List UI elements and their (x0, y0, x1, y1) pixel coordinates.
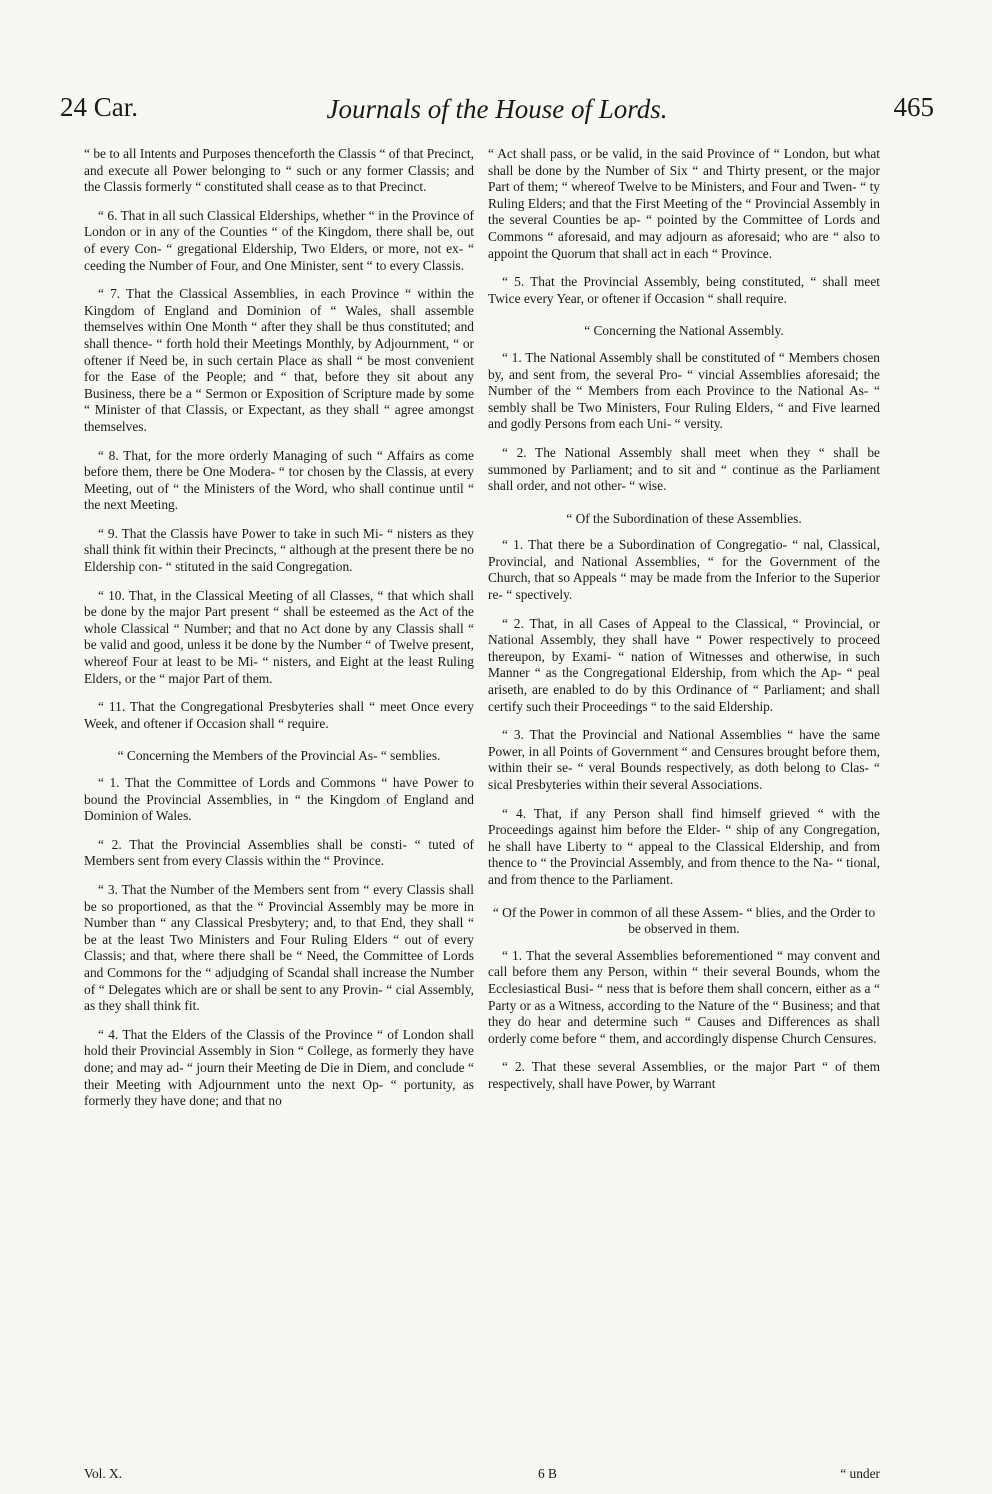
paragraph: “ 5. That the Provincial Assembly, being constituted, “ shall meet Twice every Year, or oftener if Occasion “ shall require. (488, 274, 880, 306)
paragraph: “ 11. That the Congregational Presbyteries shall “ meet Once every Week, and oftener if Occasion shall “ require. (84, 699, 474, 731)
paragraph: “ 2. The National Assembly shall meet when they “ shall be summoned by Parliament; and to sit and “ continue as the Parliament shall order, and not other- “ wise. (488, 444, 880, 494)
paragraph: “ 3. That the Number of the Members sent from “ every Classis shall be so proportioned, as that the “ Provincial Assembly may be more in Number than “ any Classical Presbytery; and, to that End, they shall “ be at the least Two Ministers and Four Ruling Elders “ out of every Classis; and that, where there shall be “ Need, the Committee of Lords and Commons for the “ adjudging of Scandal shall increase the Number of “ Delegates which are or shall be sent to any Provin- “ cial Assembly, as they shall think fit. (84, 881, 474, 1014)
paragraph: “ Act shall pass, or be valid, in the said Province of “ London, but what shall be done by the Number of Six “ and Thirty present, or the major Part of them; “ whereof Twelve to be Ministers, and Four and Twen- “ ty Ruling Elders; and that the First Meeting of the “ Provincial Assembly in the several Counties be ap- “ pointed by the Committee of Lords and Commons “ aforesaid, and may adjourn as aforesaid; who are “ also to appoint the Quorum that shall act in each “ Province. (488, 146, 880, 261)
running-head-title: Journals of the House of Lords. (326, 94, 668, 124)
volume-label: Vol. X. (84, 1466, 123, 1481)
paragraph: “ 2. That the Provincial Assemblies shall be consti- “ tuted of Members sent from every Classis within the “ Province. (84, 836, 474, 869)
paragraph: “ 8. That, for the more orderly Managing of such “ Affairs as come before them, there be One Modera- “ tor chosen by the Classis, at every Meeting, out of “ the Ministers of the Word, who shall continue until “ the next Meeting. (84, 447, 474, 513)
signature-mark: 6 B (538, 1466, 557, 1481)
right-column (488, 146, 880, 1105)
page-number: 465 (893, 92, 934, 122)
catchword: “ under (840, 1466, 880, 1481)
paragraph: “ 1. That there be a Subordination of Congregatio- “ nal, Classical, Provincial, and National Assemblies, “ for the Government of the Church, that so Appeals “ may be made from the Inferior to the Superior re- “ spectively. (488, 537, 880, 603)
section-heading: “ Of the Power in common of all these Assem- “ blies, and the Order to be observed in them. (492, 904, 876, 937)
paragraph: “ 3. That the Provincial and National Assemblies “ have the same Power, in all Points of Government “ and Censures brought before them, within their se- “ veral Bounds respectively, as doth belong to Clas- “ sical Presbyteries within their several Associations. (488, 727, 880, 792)
page-header (60, 92, 934, 132)
left-column (84, 146, 474, 1122)
paragraph: “ 1. That the several Assemblies beforementioned “ may convent and call before them any Person, within “ their several Bounds, whom the Ecclesiastical Busi- “ ness that is before them shall concern, either as a “ Party or as a Witness, according to the Nature of the “ Business; and that they do hear and determine such “ Causes and Differences as shall orderly come before “ them, and accordingly dispense Church Censures. (488, 947, 880, 1046)
paragraph: “ 1. That the Committee of Lords and Commons “ have Power to bound the Provincial Assemblies, in “ the Kingdom of England and Dominion of Wales. (84, 775, 474, 824)
paragraph: “ 1. The National Assembly shall be constituted of “ Members chosen by, and sent from, the several Pro- “ vincial Assemblies aforesaid; the Number of the “ Members from each Province to the National As- “ sembly shall be Two Ministers, Four Ruling Elders, “ and Five learned and godly Persons from each Uni- “ versity. (488, 349, 880, 432)
paragraph: “ 4. That, if any Person shall find himself grieved “ with the Proceedings against him before the Elder- “ ship of any Congregation, he shall have Liberty to “ appeal to the Classical Eldership, and from thence to “ the Provincial Assembly, and from thence to the Na- “ tional, and from thence to the Parliament. (488, 805, 880, 887)
section-heading: “ Of the Subordination of these Assemblies. (566, 510, 802, 526)
section-heading: “ Concerning the Members of the Provincial As- “ semblies. (117, 748, 441, 764)
running-head-regnal-year: 24 Car. (60, 92, 138, 122)
paragraph: “ be to all Intents and Purposes thenceforth the Classis “ of that Precinct, and execute all Power belonging to “ such or any former Classis; and the Classis formerly “ constituted shall cease as to that Precinct. (84, 146, 474, 195)
paragraph: “ 4. That the Elders of the Classis of the Province “ of London shall hold their Provincial Assembly in Sion “ College, as formerly they have done; and may ad- “ journ their Meeting de Die in Diem, and conclude “ their Meeting with Adjournment unto the next Op- “ portunity, as formerly they have done; and that no (84, 1026, 474, 1109)
section-heading: “ Concerning the National Assembly. (584, 323, 784, 339)
paragraph: “ 2. That, in all Cases of Appeal to the Classical, “ Provincial, or National Assembly, they shall have “ Power respectively to proceed thereupon, by Exami- “ nation of Witnesses and otherwise, in such Manner “ as the Congregational Eldership, from which the Ap- “ peal ariseth, are enabled to do by this Ordinance of “ Parliament; and shall certify such their Proceedings “ to the said Eldership. (488, 615, 880, 714)
paragraph: “ 9. That the Classis have Power to take in such Mi- “ nisters as they shall think fit within their Precincts, “ although at the present there be no Eldership con- “ stituted in the said Congregation. (84, 525, 474, 575)
paragraph: “ 6. That in all such Classical Elderships, whether “ in the Province of London or in any of the Counties “ of the Kingdom, there shall be, out of every Con- “ gregational Eldership, Two Elders, or more, not ex- “ ceeding the Number of Four, and One Minister, sent “ to every Classis. (84, 207, 474, 273)
paragraph: “ 2. That these several Assemblies, or the major Part “ of them respectively, shall have Power, by Warrant (488, 1059, 880, 1091)
paragraph: “ 10. That, in the Classical Meeting of all Classes, “ that which shall be done by the major Part present “ shall be esteemed as the Act of the whole Classical “ Number; and that no Act done by any Classis shall “ be valid and good, unless it be done by the Number “ of Twelve present, whereof Four at least to be Mi- “ nisters, and Eight at the least Ruling Elders, or the “ major Part of them. (84, 587, 474, 686)
paragraph: “ 7. That the Classical Assemblies, in each Province “ within the Kingdom of England and Dominion of “ Wales, shall assemble themselves within One Month “ after they shall be thus constituted; and shall thence- “ forth hold their Meetings Monthly, by Adjournment, “ or oftener if Need be, in such certain Place as shall “ be most convenient for the Ease of the People; and “ that, before they sit about any Business, there be a “ Sermon or Exposition of Scripture made by some “ Minister of that Classis, or Expectant, as they shall “ agree amongst themselves. (84, 286, 474, 434)
